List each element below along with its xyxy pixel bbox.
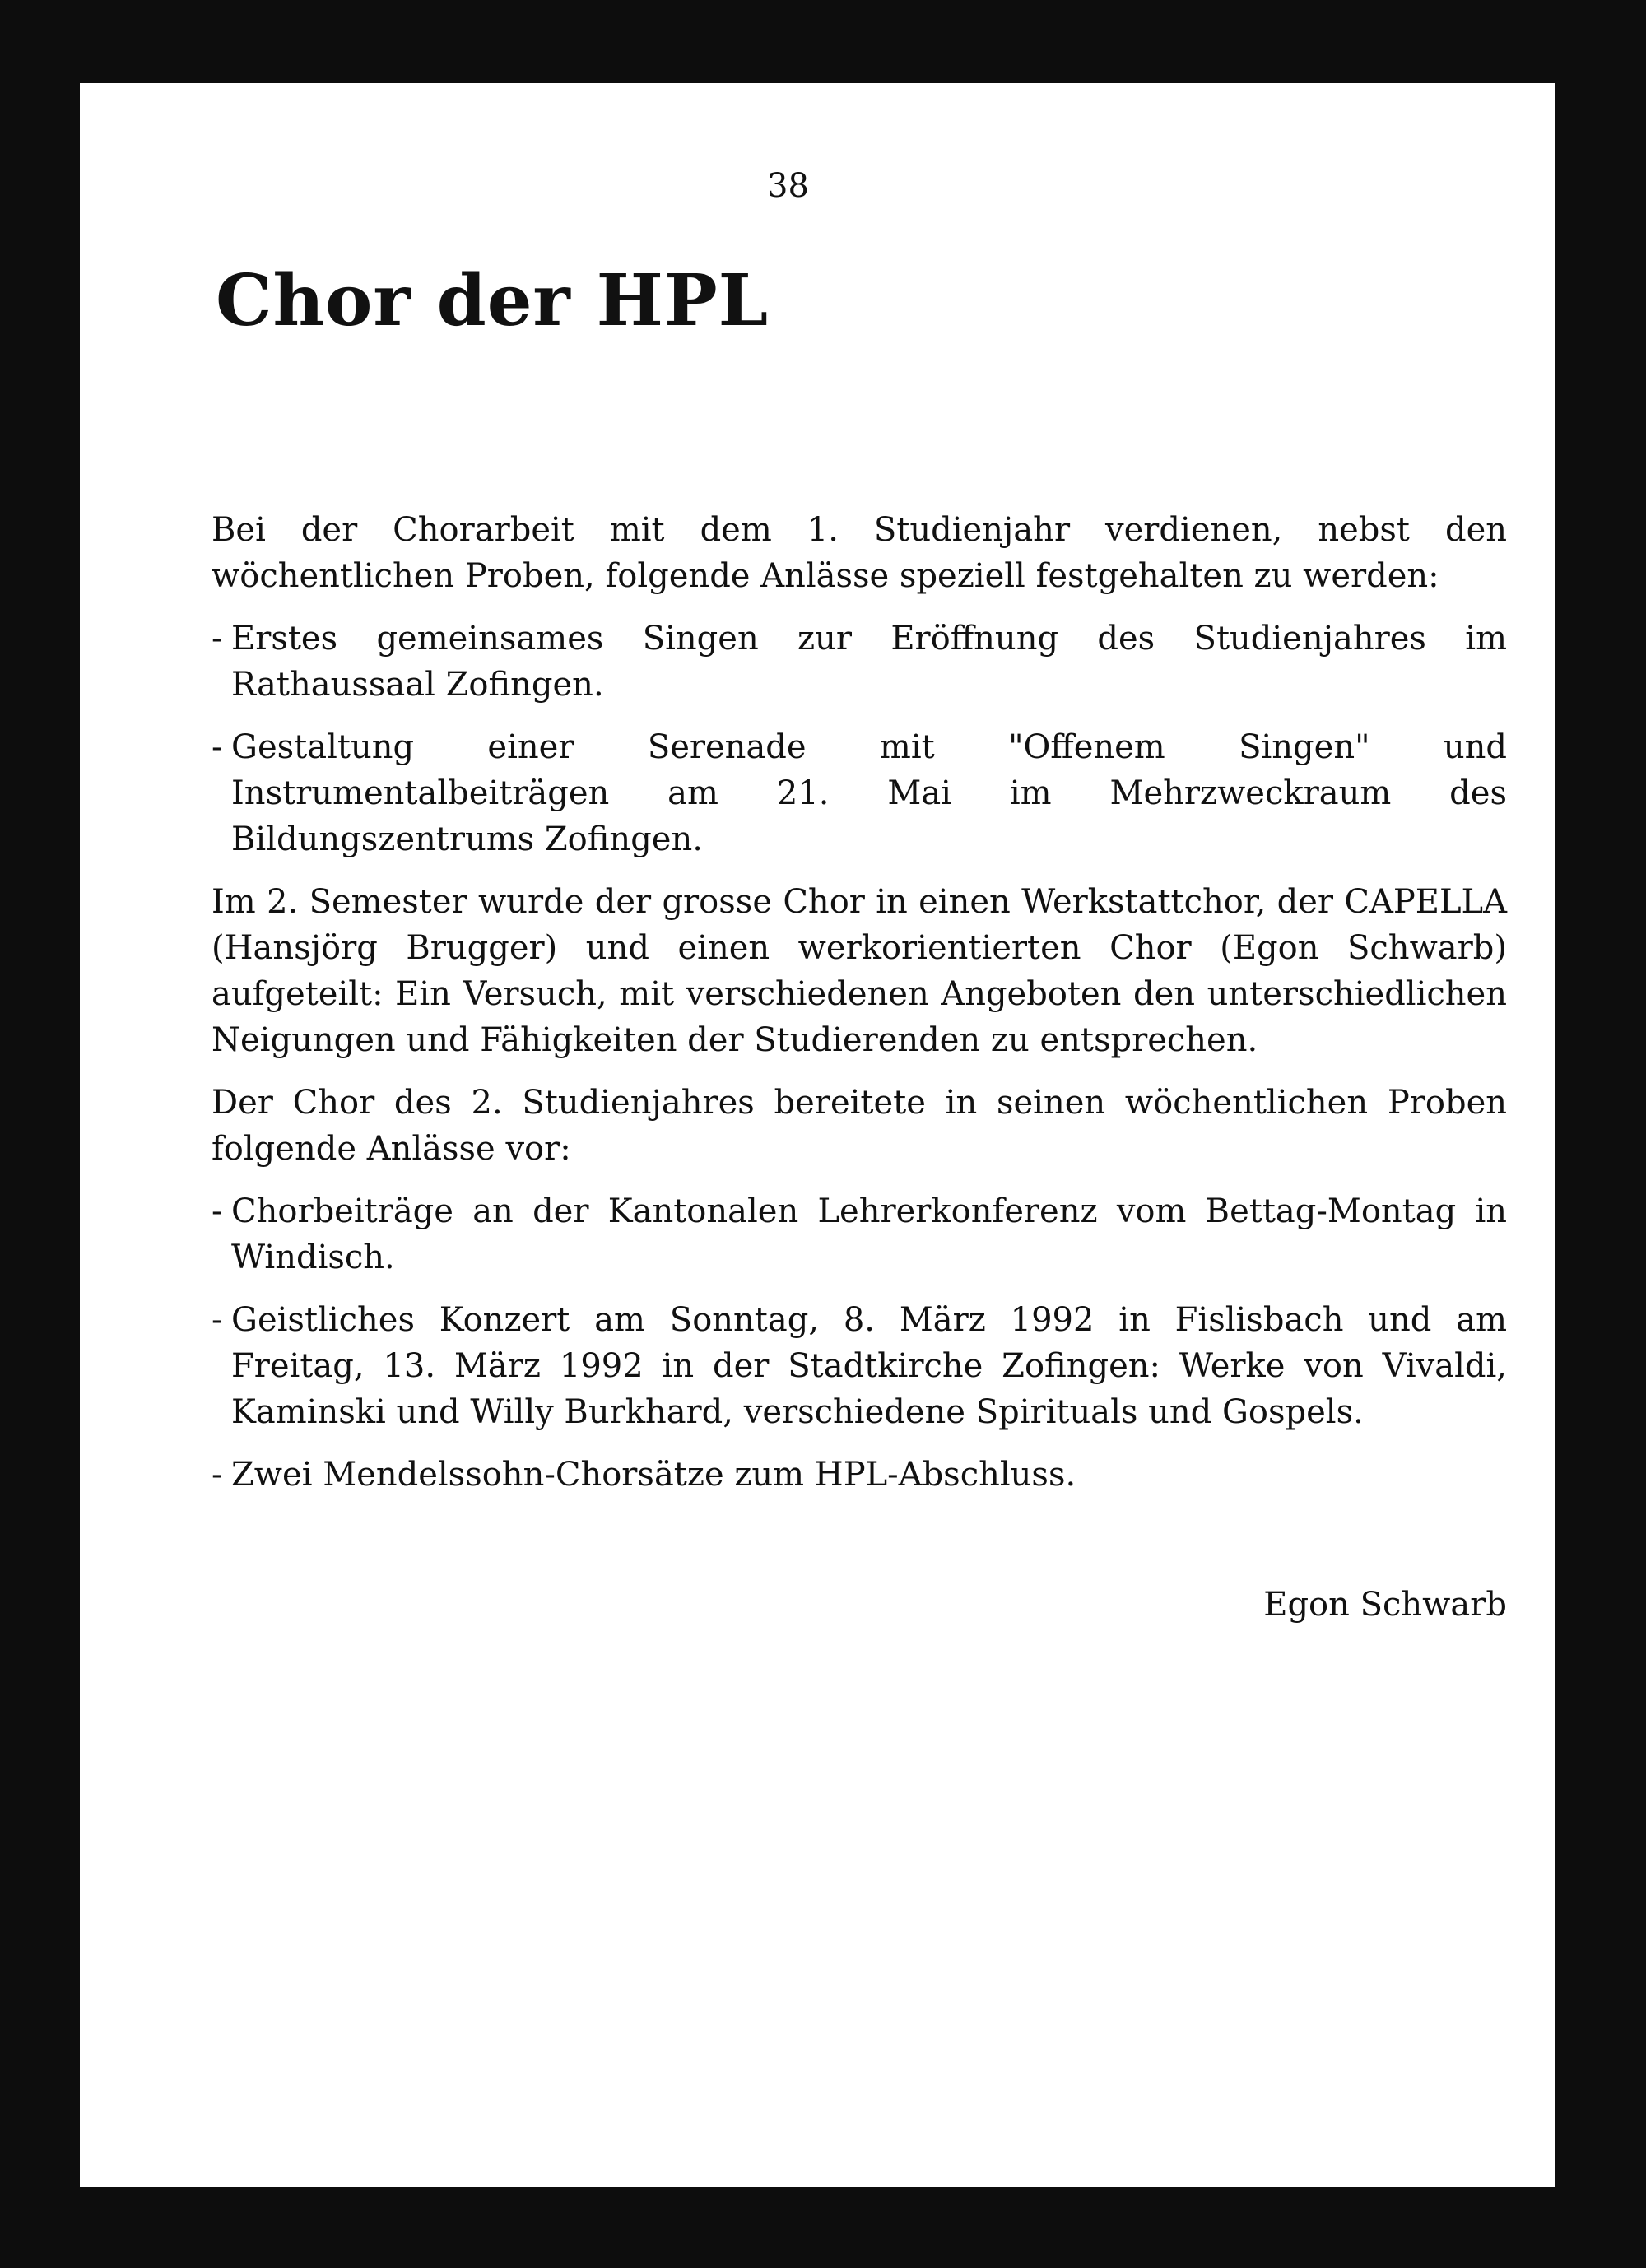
list-dash: - [212, 1456, 223, 1494]
list-dash: - [212, 1301, 223, 1339]
list-item [212, 616, 1507, 708]
list-dash: - [212, 728, 223, 766]
list-dash: - [212, 1192, 223, 1230]
author-signature: Egon Schwarb [1263, 1586, 1507, 1624]
document-body [212, 507, 1507, 1514]
paragraph-intro: Bei der Chorarbeit mit dem 1. Studienjahr verdienen, nebst den wöchentlichen Proben, folgende Anlässe speziell festgehalten zu werden: [212, 511, 1507, 595]
list-item [212, 1452, 1507, 1498]
list-item [212, 1188, 1507, 1280]
document-page [80, 83, 1555, 2187]
paragraph-second-year: Der Chor des 2. Studienjahres bereitete in seinen wöchentlichen Proben folgende Anlässe vor: [212, 1084, 1507, 1168]
list-dash: - [212, 620, 223, 658]
page-number: 38 [767, 167, 809, 205]
list-item-text: Zwei Mendelssohn-Chorsätze zum HPL-Abschluss. [231, 1456, 1076, 1494]
list-item [212, 1297, 1507, 1435]
list-item-text: Gestaltung einer Serenade mit "Offenem Singen" und Instrumentalbeiträgen am 21. Mai im Mehrzweckraum des Bildungszentrums Zofingen. [231, 728, 1507, 858]
list-item [212, 724, 1507, 862]
page-title: Chor der HPL [216, 259, 770, 342]
list-item-text: Geistliches Konzert am Sonntag, 8. März 1992 in Fislisbach und am Freitag, 13. März 1992 in der Stadtkirche Zofingen: Werke von Vivaldi, Kaminski und Willy Burkhard, verschiedene Spirituals und Gospels. [231, 1301, 1507, 1431]
list-item-text: Chorbeiträge an der Kantonalen Lehrerkonferenz vom Bettag-Montag in Windisch. [231, 1192, 1507, 1276]
paragraph-semester: Im 2. Semester wurde der grosse Chor in einen Werkstattchor, der CAPELLA (Hansjörg Brugger) und einen werkorientierten Chor (Egon Schwarb) aufgeteilt: Ein Versuch, mit verschiedenen Angeboten den unterschiedlichen Neigungen und Fähigkeiten der Studierenden zu entsprechen. [212, 883, 1507, 1059]
list-item-text: Erstes gemeinsames Singen zur Eröffnung des Studienjahres im Rathaussaal Zofingen. [231, 620, 1507, 704]
